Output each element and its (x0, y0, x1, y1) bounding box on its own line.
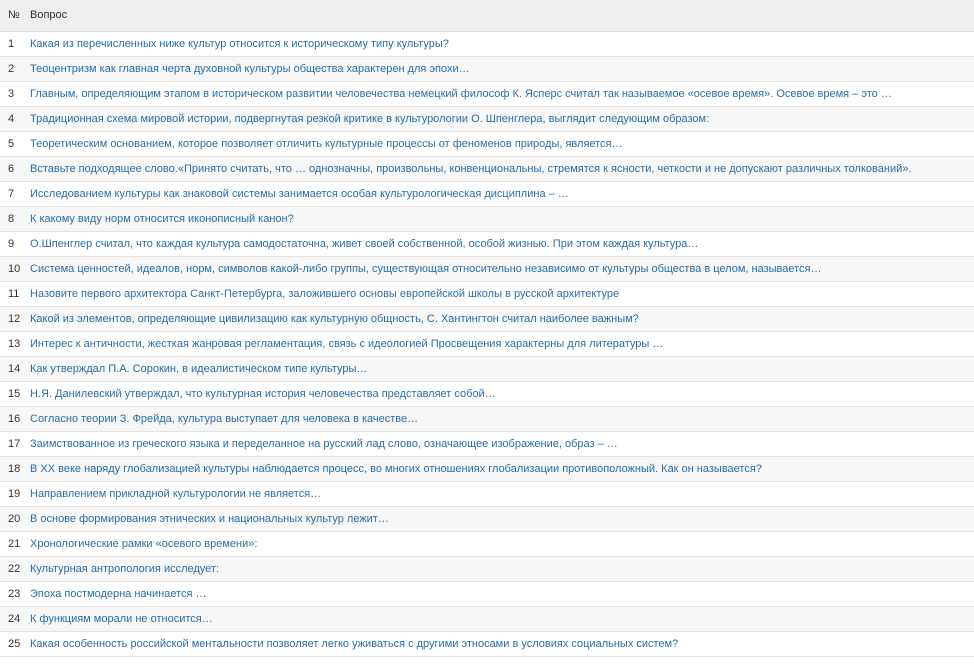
row-number: 7 (8, 187, 15, 200)
question-cell (22, 231, 974, 256)
question-link[interactable]: Вставьте подходящее слово.«Принято считать, что … однозначны, произвольны, конвенциональны, стремятся к ясности, четкости и не допускают различных толкований». (30, 162, 912, 175)
question-cell (22, 131, 974, 156)
row-number: 14 (8, 362, 21, 375)
row-number: 10 (8, 262, 21, 275)
question-cell (22, 506, 974, 531)
row-number: 1 (8, 37, 15, 50)
row-number: 19 (8, 487, 21, 500)
question-link[interactable]: Интерес к античности, жесткая жанровая регламентация, связь с идеологией Просвещения характерны для литературы … (30, 337, 664, 350)
row-number: 12 (8, 312, 21, 325)
question-link[interactable]: В основе формирования этнических и национальных культур лежит… (30, 512, 389, 525)
question-link[interactable]: Теоретическим основанием, которое позволяет отличить культурные процессы от феноменов природы, является… (30, 137, 623, 150)
row-number: 21 (8, 537, 21, 550)
question-cell (22, 606, 974, 631)
question-cell (22, 206, 974, 231)
question-cell (22, 306, 974, 331)
table-row (0, 581, 974, 606)
table-row (0, 56, 974, 81)
row-number: 25 (8, 637, 21, 650)
question-link[interactable]: Назовите первого архитектора Санкт-Петербурга, заложившего основы европейской школы в русской архитектуре (30, 287, 620, 300)
question-cell (22, 631, 974, 656)
question-cell (22, 281, 974, 306)
question-link[interactable]: Система ценностей, идеалов, норм, символов какой-либо группы, существующая относительно независимо от культуры общества в целом, называется… (30, 262, 822, 275)
question-cell (22, 356, 974, 381)
question-cell (22, 106, 974, 131)
table-row (0, 131, 974, 156)
row-number: 2 (8, 62, 15, 75)
row-number: 11 (8, 287, 20, 300)
column-header-question[interactable]: Вопрос (22, 0, 974, 31)
table-row (0, 606, 974, 631)
table-row (0, 256, 974, 281)
column-header-number[interactable]: № (0, 0, 22, 31)
table-row (0, 231, 974, 256)
question-cell (22, 81, 974, 106)
table-body (0, 31, 974, 656)
table-row (0, 281, 974, 306)
table-row (0, 456, 974, 481)
row-number: 16 (8, 412, 21, 425)
question-link[interactable]: О.Шпенглер считал, что каждая культура самодостаточна, живет своей собственной, особой жизнью. При этом каждая культура… (30, 237, 699, 250)
table-row (0, 556, 974, 581)
question-link[interactable]: К функциям морали не относится… (30, 612, 213, 625)
table-header-row (0, 0, 974, 31)
table-row (0, 106, 974, 131)
row-number: 22 (8, 562, 21, 575)
question-link[interactable]: Эпоха постмодерна начинается … (30, 587, 207, 600)
table-row (0, 31, 974, 56)
question-cell (22, 431, 974, 456)
question-cell (22, 331, 974, 356)
row-number: 15 (8, 387, 21, 400)
table-row (0, 531, 974, 556)
table-row (0, 381, 974, 406)
row-number: 18 (8, 462, 21, 475)
question-link[interactable]: Заимствованное из греческого языка и переделанное на русский лад слово, означающее изображение, образ – … (30, 437, 618, 450)
question-link[interactable]: Исследованием культуры как знаковой системы занимается особая культурологическая дисциплина – … (30, 187, 569, 200)
question-cell (22, 406, 974, 431)
question-link[interactable]: Н.Я. Данилевский утверждал, что культурная история человечества представляет собой… (30, 387, 496, 400)
table-row (0, 206, 974, 231)
question-link[interactable]: Согласно теории З. Фрейда, культура выступает для человека в качестве… (30, 412, 419, 425)
table-row (0, 506, 974, 531)
table-row (0, 156, 974, 181)
question-link[interactable]: Культурная антропология исследует: (30, 562, 220, 575)
question-link[interactable]: Направлением прикладной культурологии не является… (30, 487, 322, 500)
row-number: 4 (8, 112, 15, 125)
table-row (0, 431, 974, 456)
table-row (0, 306, 974, 331)
row-number: 5 (8, 137, 15, 150)
table-row (0, 631, 974, 656)
row-number: 13 (8, 337, 21, 350)
row-number: 24 (8, 612, 21, 625)
question-link[interactable]: Хронологические рамки «осевого времени»: (30, 537, 258, 550)
question-cell (22, 581, 974, 606)
question-link[interactable]: Традиционная схема мировой истории, подвергнутая резкой критике в культурологии О. Шпенглера, выглядит следующим образом: (30, 112, 710, 125)
question-link[interactable]: В XX веке наряду глобализацией культуры наблюдается процесс, во многих отношениях глобализации противоположный. Как он называется? (30, 462, 762, 475)
question-link[interactable]: К какому виду норм относится иконописный канон? (30, 212, 294, 225)
question-cell (22, 556, 974, 581)
row-number: 8 (8, 212, 15, 225)
question-cell (22, 56, 974, 81)
question-link[interactable]: Теоцентризм как главная черта духовной культуры общества характерен для эпохи… (30, 62, 470, 75)
question-cell (22, 31, 974, 56)
table-row (0, 181, 974, 206)
question-link[interactable]: Какая особенность российской ментальности позволяет легко уживаться с другими этносами в условиях социальных систем? (30, 637, 679, 650)
question-cell (22, 256, 974, 281)
row-number: 17 (8, 437, 21, 450)
question-cell (22, 156, 974, 181)
question-link[interactable]: Как утверждал П.А. Сорокин, в идеалистическом типе культуры… (30, 362, 368, 375)
row-number: 6 (8, 162, 15, 175)
question-cell (22, 481, 974, 506)
row-number: 23 (8, 587, 21, 600)
row-number: 3 (8, 87, 15, 100)
question-link[interactable]: Какая из перечисленных ниже культур относится к историческому типу культуры? (30, 37, 449, 50)
row-number: 20 (8, 512, 21, 525)
table-row (0, 356, 974, 381)
table-row (0, 406, 974, 431)
row-number: 9 (8, 237, 15, 250)
table-row (0, 331, 974, 356)
question-cell (22, 381, 974, 406)
question-cell (22, 181, 974, 206)
question-link[interactable]: Главным, определяющим этапом в историческом развитии человечества немецкий философ К. Ясперс считал так называемое «осевое время». Осевое время – это … (30, 87, 892, 100)
table-row (0, 481, 974, 506)
question-link[interactable]: Какой из элементов, определяющие цивилизацию как культурную общность, С. Хантингтон считал наиболее важным? (30, 312, 639, 325)
question-cell (22, 456, 974, 481)
table-row (0, 81, 974, 106)
question-cell (22, 531, 974, 556)
